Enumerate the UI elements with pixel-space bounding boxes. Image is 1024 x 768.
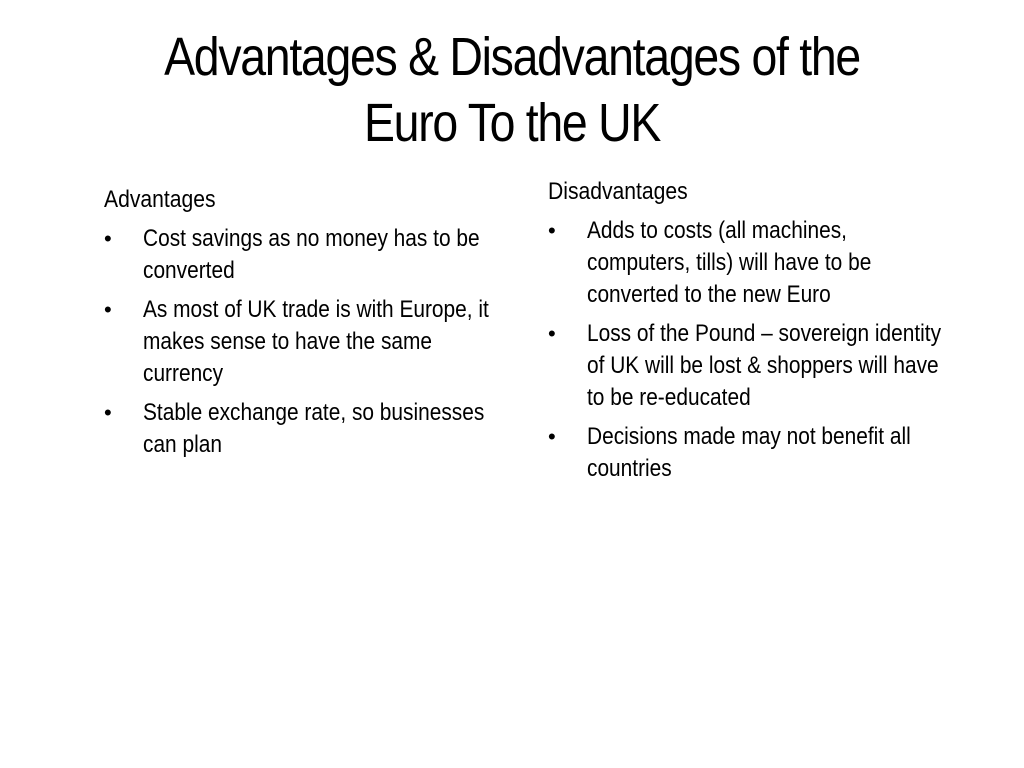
advantage-item [104,223,524,287]
disadvantages-heading: Disadvantages [548,178,688,205]
advantage-text: Cost savings as no money has to be converted [143,225,480,284]
advantage-text: Stable exchange rate, so businesses can plan [143,399,485,458]
disadvantage-text: Decisions made may not benefit all countries [587,423,911,482]
bullet-icon: • [548,321,556,346]
advantages-column [104,184,524,468]
disadvantages-column [548,176,968,492]
advantage-item [104,294,524,390]
bullet-icon: • [548,218,556,243]
advantage-text: As most of UK trade is with Europe, it makes sense to have the same currency [143,296,489,387]
disadvantage-text: Adds to costs (all machines, computers, tills) will have to be converted to the new Euro [587,217,872,308]
advantages-list [104,223,524,461]
disadvantage-item [548,421,968,485]
bullet-icon: • [548,424,556,449]
disadvantage-item [548,318,968,414]
bullet-icon: • [104,226,112,251]
disadvantage-text: Loss of the Pound – sovereign identity of UK will be lost & shoppers will have to be re-educated [587,320,942,411]
bullet-icon: • [104,297,112,322]
disadvantages-list [548,215,968,485]
bullet-icon: • [104,400,112,425]
disadvantage-item [548,215,968,311]
advantages-heading: Advantages [104,186,216,213]
advantage-item [104,397,524,461]
slide-title: Advantages & Disadvantages of the Euro To the UK [164,27,860,153]
